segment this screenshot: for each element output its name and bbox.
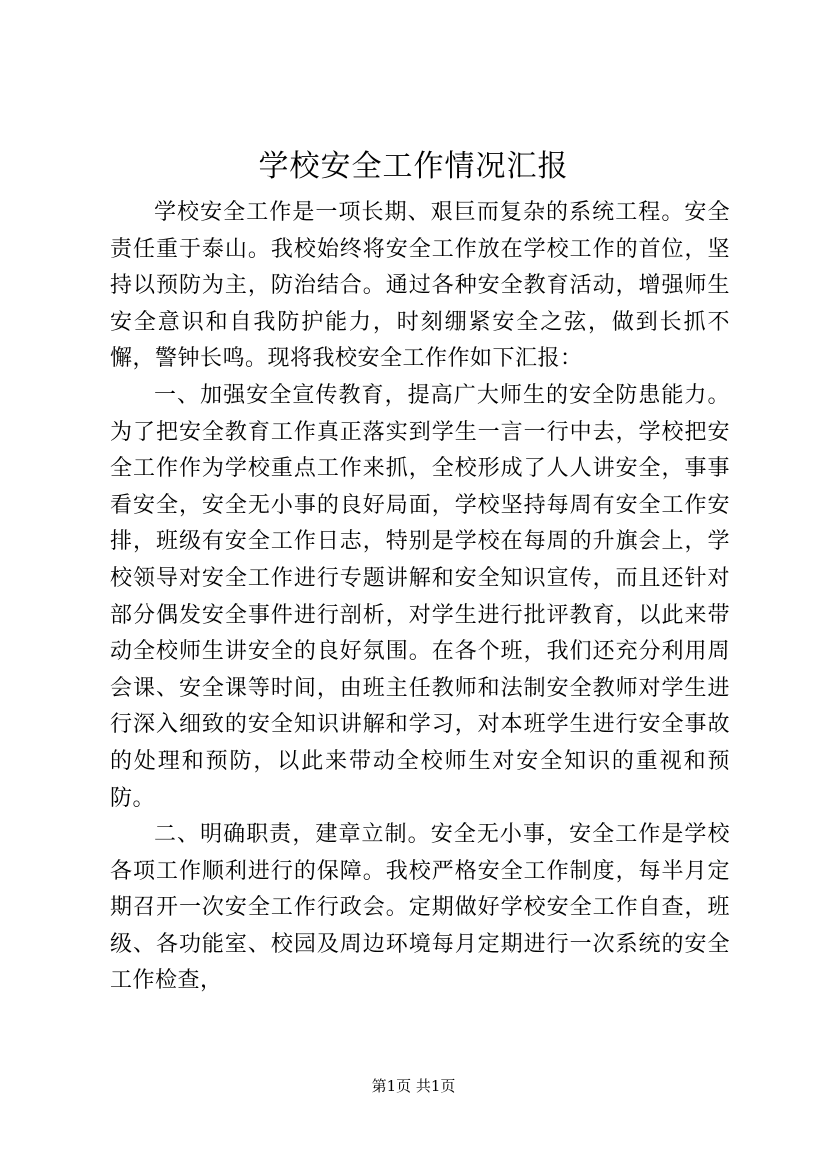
document-title: 学校安全工作情况汇报 — [258, 149, 569, 184]
paragraph-section-1: 一、加强安全宣传教育，提高广大师生的安全防患能力。为了把安全教育工作真正落实到学生一言一行中去，学校把安全工作作为学校重点工作来抓，全校形成了人人讲安全，事事看安全，安全无小事的良好局面，学校坚持每周有安全工作安排，班级有安全工作日志，特别是学校在每周的升旗会上，学校领导对安全工作进行专题讲解和安全知识宣传，而且还针对部分偶发安全事件进行剖析，对学生进行批评教育，以此来带动全校师生讲安全的良好氛围。在各个班，我们还充分利用周会课、安全课等时间，由班主任教师和法制安全教师对学生进行深入细致的安全知识讲解和学习，对本班学生进行安全事故的处理和预防，以此来带动全校师生对安全知识的重视和预防。 — [110, 382, 730, 811]
document-body — [110, 195, 730, 1000]
paragraph-section-2: 二、明确职责，建章立制。安全无小事，安全工作是学校各项工作顺利进行的保障。我校严格安全工作制度，每半月定期召开一次安全工作行政会。定期做好学校安全工作自查，班级、各功能室、校园及周边环境每月定期进行一次系统的安全工作检查， — [110, 822, 730, 994]
page-number-footer: 第1页 共1页 — [371, 1077, 456, 1095]
paragraph-intro: 学校安全工作是一项长期、艰巨而复杂的系统工程。安全责任重于泰山。我校始终将安全工作放在学校工作的首位，坚持以预防为主，防治结合。通过各种安全教育活动，增强师生安全意识和自我防护能力，时刻绷紧安全之弦，做到长抓不懈，警钟长鸣。现将我校安全工作作如下汇报： — [110, 200, 730, 372]
